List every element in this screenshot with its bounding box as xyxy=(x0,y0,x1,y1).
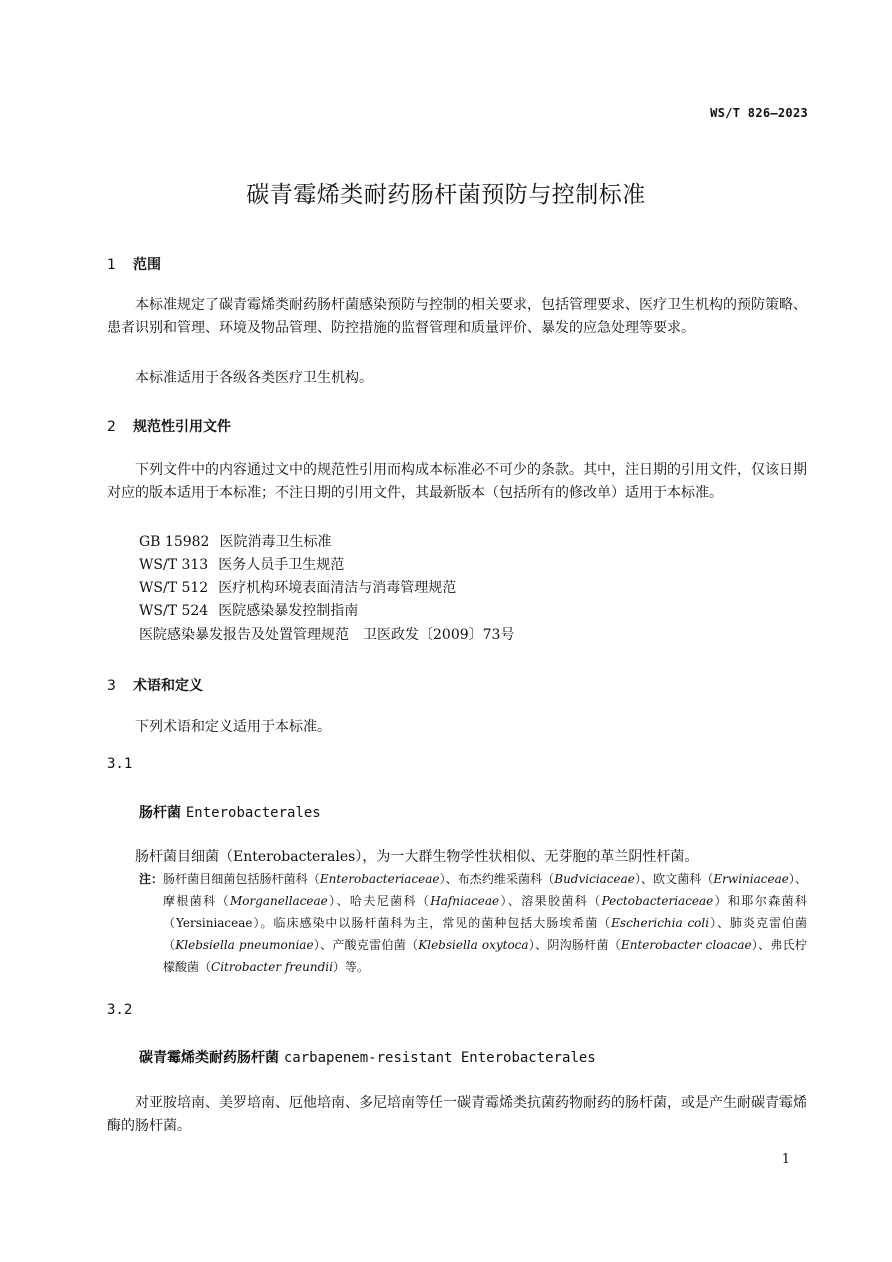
section-title: 规范性引用文件 xyxy=(133,419,231,435)
note-segment: ）、摩根菌科（ xyxy=(163,872,807,908)
taxon-name: Erwiniaceae xyxy=(713,872,789,886)
reference-item xyxy=(139,600,358,623)
taxon-name: Budviciaceae xyxy=(554,872,635,886)
term-note xyxy=(139,868,807,978)
section-1-heading xyxy=(107,254,161,274)
note-segment: ）、产酸克雷伯菌（ xyxy=(313,938,419,952)
reference-item xyxy=(139,577,456,600)
taxon-name: Citrobacter freundii xyxy=(211,960,333,974)
reference-item xyxy=(139,554,344,577)
taxon-name: Enterobacter cloacae xyxy=(621,938,752,952)
section-title: 范围 xyxy=(133,257,161,273)
note-segment: ）、弗氏柠檬酸菌（ xyxy=(163,938,807,974)
taxon-name: Hafniaceae xyxy=(430,894,500,908)
reference-title: 医院消毒卫生标准 xyxy=(219,534,332,550)
term-number: 3.1 xyxy=(107,756,133,772)
term-definition: 肠杆菌目细菌（Enterobacterales），为一大群生物学性状相似、无芽胞的革兰阴性杆菌。 xyxy=(135,849,699,865)
scope-paragraph-1: 本标准规定了碳青霉烯类耐药肠杆菌感染预防与控制的相关要求，包括管理要求、医疗卫生机构的预防策略、患者识别和管理、环境及物品管理、防控措施的监督管理和质量评价、暴发的应急处理等要求。 xyxy=(107,297,807,336)
taxon-name: Morganellaceae xyxy=(229,894,328,908)
reference-code: WS/T 313 xyxy=(139,557,209,573)
taxon-name: Klebsiella oxytoca xyxy=(418,938,529,952)
section-3-heading xyxy=(107,675,203,695)
note-segment: ）和耶尔森菌科（Yersiniaceae）。临床感染中以肠杆菌科为主，常见的菌种包括大肠埃希菌（ xyxy=(163,894,807,930)
note-segment: 肠杆菌目细菌包括肠杆菌科（ xyxy=(163,872,320,886)
term-name-cn: 碳青霉烯类耐药肠杆菌 xyxy=(139,1050,279,1066)
reference-item-regulation: 医院感染暴发报告及处置管理规范 卫医政发〔2009〕73号 xyxy=(139,627,515,643)
note-segment: ）、布杰约维采菌科（ xyxy=(439,872,555,886)
section-number: 3 xyxy=(107,678,116,694)
note-segment: ）、哈夫尼菌科（ xyxy=(327,894,431,908)
note-segment: ）等。 xyxy=(332,960,369,974)
term-definition: 对亚胺培南、美罗培南、厄他培南、多尼培南等任一碳青霉烯类抗菌药物耐药的肠杆菌，或是产生耐碳青霉烯酶的肠杆菌。 xyxy=(107,1095,807,1134)
document-title: 碳青霉烯类耐药肠杆菌预防与控制标准 xyxy=(246,182,646,208)
standard-code: WS/T 826—2023 xyxy=(710,106,808,120)
reference-code: WS/T 512 xyxy=(139,580,209,596)
section-title: 术语和定义 xyxy=(133,678,203,694)
section-2-heading xyxy=(107,416,231,436)
taxon-name: Escherichia coli xyxy=(611,916,710,930)
terms-intro: 下列术语和定义适用于本标准。 xyxy=(135,719,331,735)
note-text xyxy=(163,868,807,978)
term-name-en: carbapenem-resistant Enterobacterales xyxy=(283,1050,596,1066)
note-segment: ）、欧文菌科（ xyxy=(634,872,714,886)
note-segment: ）、肺炎克雷伯菌（ xyxy=(163,916,807,952)
reference-title: 医务人员手卫生规范 xyxy=(218,557,345,573)
note-label: 注： xyxy=(139,872,164,886)
taxon-name: Enterobacteriaceae xyxy=(319,872,440,886)
term-heading xyxy=(139,802,321,822)
page-number: 1 xyxy=(781,1152,790,1167)
taxon-name: Klebsiella pneumoniae xyxy=(175,938,314,952)
term-name-cn: 肠杆菌 xyxy=(139,805,181,821)
note-segment: ）、溶果胶菌科（ xyxy=(499,894,602,908)
term-name-en: Enterobacterales xyxy=(185,805,321,821)
taxon-name: Pectobacteriaceae xyxy=(601,894,714,908)
reference-title: 医院感染暴发控制指南 xyxy=(218,603,359,619)
section-number: 2 xyxy=(107,419,116,435)
section-number: 1 xyxy=(107,257,116,273)
term-heading xyxy=(139,1047,596,1067)
scope-paragraph-2: 本标准适用于各级各类医疗卫生机构。 xyxy=(135,370,373,386)
reference-title: 医疗机构环境表面清洁与消毒管理规范 xyxy=(218,580,457,596)
references-intro: 下列文件中的内容通过文中的规范性引用而构成本标准必不可少的条款。其中，注日期的引用文件，仅该日期对应的版本适用于本标准；不注日期的引用文件，其最新版本（包括所有的修改单）适用于本标准。 xyxy=(107,462,807,501)
reference-code: GB 15982 xyxy=(139,534,210,550)
reference-item xyxy=(139,531,331,554)
reference-code: WS/T 524 xyxy=(139,603,209,619)
note-segment: ）、阴沟肠杆菌（ xyxy=(528,938,621,952)
term-number: 3.2 xyxy=(107,1002,133,1018)
